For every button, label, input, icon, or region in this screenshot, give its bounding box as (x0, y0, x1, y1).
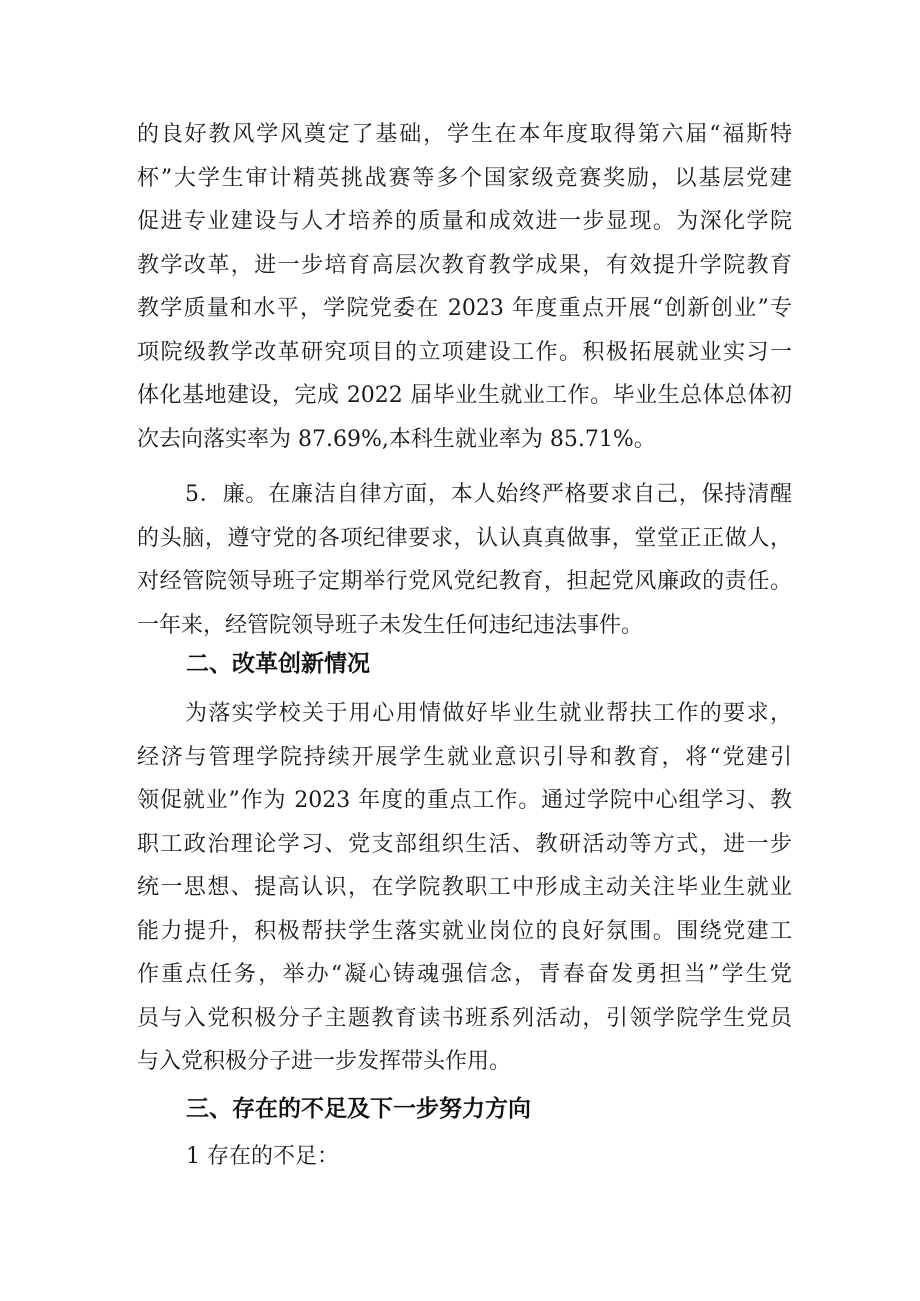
subsection-label: 1 存在的不足： (186, 1144, 339, 1169)
text-line: 与入党积极分子进一步发挥带头作用。 (137, 1049, 512, 1074)
text-line: 统一思想、提高认识，在学院教职工中形成主动关注毕业生就业 (137, 875, 792, 900)
text-line: 作重点任务，举办“凝心铸魂强信念，青春奋发勇担当”学生党 (137, 962, 792, 987)
text-line: 经济与管理学院持续开展学生就业意识引导和教育，将“党建引 (137, 744, 792, 770)
text-line: 对经管院领导班子定期举行党风党纪教育，担起党风廉政的责任。 (137, 569, 792, 594)
text-line: 一年来，经管院领导班子未发生任何违纪违法事件。 (137, 612, 644, 638)
text-line: 能力提升，积极帮扶学生落实就业岗位的良好氛围。围绕党建工 (137, 918, 792, 944)
text-line: 为落实学校关于用心用情做好毕业生就业帮扶工作的要求， (185, 701, 792, 726)
text-line: 体化基地建设，完成 2022 届毕业生就业工作。毕业生总体总体初 (137, 383, 792, 408)
text-line: 促进专业建设与人才培养的质量和成效进一步显现。为深化学院 (137, 209, 792, 234)
paragraph-reform (137, 692, 792, 1084)
text-line: 教学改革，进一步培育高层次教育教学成果，有效提升学院教育 (137, 252, 792, 278)
text-line: 5．廉。在廉洁自律方面，本人始终严格要求自己，保持清醒 (185, 482, 792, 507)
paragraph-integrity (137, 473, 792, 647)
text-line: 杯”大学生审计精英挑战赛等多个国家级竞赛奖励，以基层党建 (137, 165, 792, 191)
section-heading-reform: 二、改革创新情况 (186, 651, 370, 677)
text-line: 员与入党积极分子主题教育读书班系列活动，引领学院学生党员 (137, 1005, 792, 1031)
section-heading-shortcomings: 三、存在的不足及下一步努力方向 (186, 1096, 531, 1122)
text-line: 领促就业”作为 2023 年度的重点工作。通过学院中心组学习、教 (137, 788, 792, 813)
text-line: 次去向落实率为 87.69%,本科生就业率为 85.71%。 (137, 426, 656, 452)
text-line: 职工政治理论学习、党支部组织生活、教研活动等方式，进一步 (137, 831, 792, 857)
text-line: 的良好教风学风奠定了基础，学生在本年度取得第六届“福斯特 (137, 122, 792, 147)
text-line: 教学质量和水平，学院党委在 2023 年度重点开展“创新创业”专 (137, 296, 792, 321)
paragraph-achievements (137, 113, 792, 461)
text-line: 的头脑，遵守党的各项纪律要求，认认真真做事，堂堂正正做人， (137, 525, 792, 551)
text-line: 项院级教学改革研究项目的立项建设工作。积极拓展就业实习一 (137, 339, 792, 365)
